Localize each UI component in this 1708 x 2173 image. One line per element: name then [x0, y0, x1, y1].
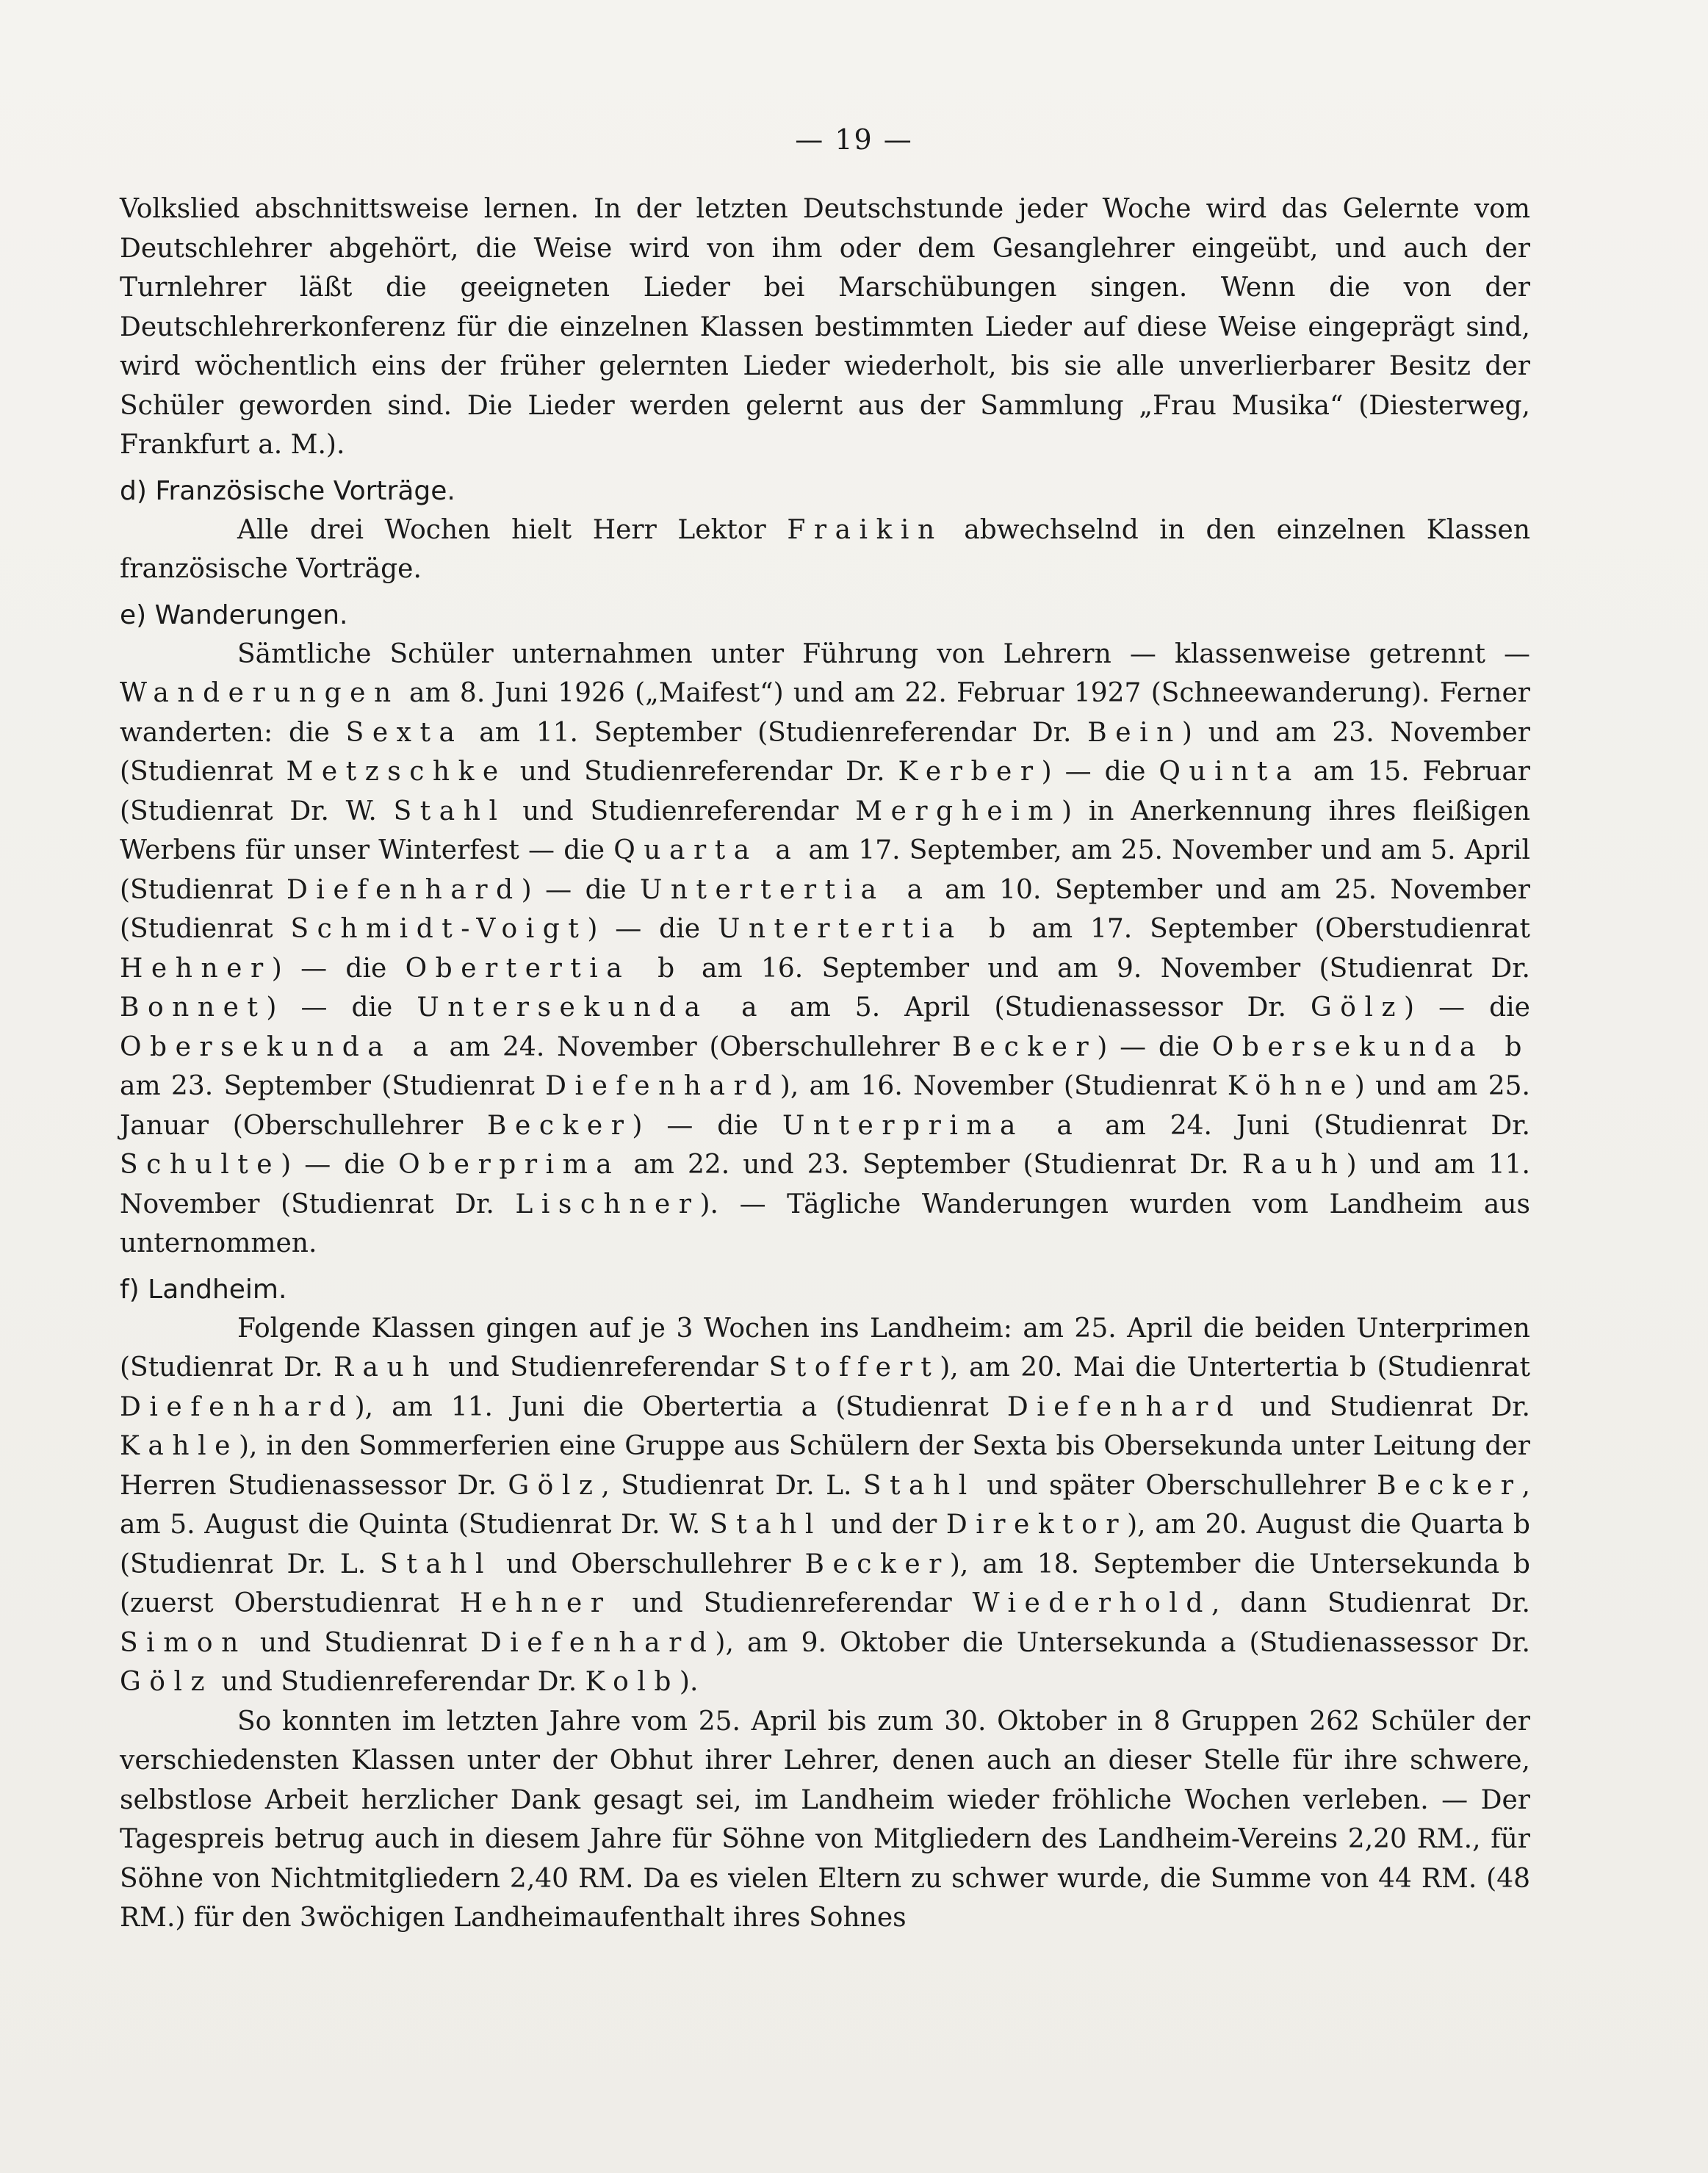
- text-run: , Studienrat Dr. L.: [601, 1470, 863, 1501]
- spaced-name: Becker: [804, 1549, 950, 1579]
- spaced-name: Obertertia b: [405, 953, 683, 984]
- spaced-name: Untertertia b: [717, 914, 1015, 944]
- paragraph-vortraege: [120, 511, 1530, 589]
- body-text: [120, 190, 1530, 1938]
- heading-landheim: f) Landheim.: [120, 1274, 287, 1305]
- spaced-name: Rauh: [1242, 1150, 1347, 1180]
- text-run: am 17. September (Oberstudienrat: [1014, 914, 1530, 944]
- spaced-name: Gölz: [1311, 992, 1405, 1023]
- paragraph-wanderungen: [120, 635, 1530, 1264]
- text-run: ), am 18. September die Untersekunda b (zuerst Oberstudienrat: [120, 1549, 1530, 1618]
- spaced-name: Diefenhard: [287, 874, 522, 905]
- spaced-name: Stoffert: [768, 1352, 940, 1383]
- text-run: ) und am 23. November (Studienrat: [120, 717, 1530, 787]
- spaced-name: Köhne: [1227, 1071, 1355, 1101]
- heading-wanderungen: e) Wanderungen.: [120, 599, 348, 630]
- spaced-name: Hehner: [459, 1588, 612, 1618]
- text-run: ), am 9. Oktober die Untersekunda a (Studienassessor Dr.: [715, 1627, 1530, 1658]
- spaced-name: Wanderungen: [120, 678, 400, 708]
- text-run: ) — die: [1097, 1031, 1212, 1062]
- text-run: ), am 11. Juni die Obertertia a (Studienrat: [354, 1391, 1007, 1422]
- page-number: — 19 —: [795, 123, 913, 156]
- text-run: am 24. Juni (Studienrat Dr.: [1081, 1110, 1530, 1141]
- text-run: und Studienreferendar: [611, 1588, 973, 1618]
- text-run: ) — die: [632, 1110, 782, 1141]
- paragraph-landheim-summary: So konnten im letzten Jahre vom 25. April bis zum 30. Oktober in 8 Gruppen 262 Schüler der verschiedensten Klassen unter der Obhut ihrer Lehrer, denen auch an dieser Stelle für ihre schwere, selbstlose Arbeit herzlicher Dank gesagt sei, im Landheim wieder fröhliche Wochen verleben. — Der Tagespreis betrug auch in diesem Jahre für Söhne von Mitgliedern des Landheim-Vereins 2,20 RM., für Söhne von Nichtmitgliedern 2,40 RM. Da es vielen Eltern zu schwer wurde, die Summe von 44 RM. (48 RM.) für den 3wöchigen Landheimaufenthalt ihres Sohnes: [120, 1706, 1530, 1933]
- text-run: und Studienrat Dr.: [1242, 1391, 1531, 1422]
- text-run: Alle drei Wochen hielt Herr Lektor: [237, 514, 788, 545]
- spaced-name: Diefenhard: [120, 1391, 355, 1422]
- heading-franzoesische-vortraege: d) Französische Vorträge.: [120, 475, 455, 506]
- text-run: und Studienreferendar: [505, 796, 856, 826]
- spaced-name: Schulte: [120, 1150, 281, 1180]
- spaced-name: Becker: [951, 1031, 1098, 1062]
- text-run: und der: [821, 1510, 946, 1540]
- text-run: am 15. Februar (Studienrat Dr. W.: [120, 757, 1530, 826]
- text-run: ) — die: [281, 1150, 399, 1180]
- text-run: , dann Studienrat Dr.: [1211, 1588, 1530, 1618]
- text-run: und Oberschullehrer: [492, 1549, 805, 1579]
- text-run: ) und am 11. November (Studienrat Dr.: [120, 1150, 1530, 1219]
- spaced-name: Diefenhard: [1006, 1391, 1242, 1422]
- spaced-name: Direktor: [945, 1510, 1128, 1540]
- spaced-name: Oberprima: [398, 1150, 621, 1180]
- spaced-name: Gölz: [508, 1470, 602, 1501]
- spaced-name: Lischner: [515, 1189, 700, 1219]
- text-run: am 24. November (Oberschullehrer: [436, 1031, 952, 1062]
- text-run: , am 5. August die Quinta (Studienrat Dr. W.: [120, 1470, 1530, 1540]
- text-run: ) — die: [1404, 992, 1530, 1023]
- spaced-name: Diefenhard: [480, 1627, 716, 1658]
- text-run: ), am 20. Mai die Untertertia b (Studienrat: [940, 1352, 1530, 1383]
- text-run: am 8. Juni 1926 („Maifest“) und am 22. Februar 1927 (Schneewanderung). Ferner wanderten: die: [120, 678, 1530, 748]
- text-run: ) — die: [266, 992, 417, 1023]
- spaced-name: Quarta a: [613, 835, 800, 865]
- text-run: ), am 20. August die Quarta b (Studienrat Dr. L.: [120, 1510, 1530, 1579]
- text-run: am 16. September und am 9. November (Studienrat Dr.: [682, 953, 1530, 984]
- text-run: und Studienreferendar Dr.: [506, 757, 898, 787]
- text-run: am 11. September (Studienreferendar Dr.: [463, 717, 1088, 748]
- text-run: ) — die: [271, 953, 406, 984]
- text-run: am 10. September und am 25. November (Studienrat: [120, 874, 1530, 944]
- text-run: und Studienreferendar: [437, 1352, 769, 1383]
- text-run: ) in Anerkennung ihres fleißigen Werbens für unser Winterfest — die: [120, 796, 1531, 865]
- spaced-name: Unterprima a: [782, 1110, 1081, 1141]
- spaced-name: Quinta: [1159, 757, 1300, 787]
- spaced-name: Schmidt-Voigt: [290, 914, 588, 944]
- text-run: ), in den Sommerferien eine Gruppe aus Schülern der Sexta bis Obersekunda unter Leitung der Herren Studienassessor Dr.: [120, 1431, 1530, 1501]
- text-run: ), am 16. November (Studienrat: [779, 1071, 1228, 1101]
- spaced-name: Kolb: [585, 1667, 680, 1697]
- text-run: und später Oberschullehrer: [975, 1470, 1377, 1501]
- spaced-name: Untersekunda a: [417, 992, 766, 1023]
- spaced-name: Obersekunda a: [120, 1031, 437, 1062]
- spaced-name: Bein: [1087, 717, 1182, 748]
- text-run: ) — die: [521, 874, 640, 905]
- text-run: ) und am 25. Januar (Oberschullehrer: [120, 1071, 1530, 1141]
- text-run: am 22. und 23. September (Studienrat Dr.: [620, 1150, 1242, 1180]
- spaced-name: Diefenhard: [545, 1071, 780, 1101]
- spaced-name: Simon: [120, 1627, 247, 1658]
- spaced-name: Stahl: [710, 1510, 822, 1540]
- spaced-name: Fraikin: [787, 514, 943, 545]
- text-run: Sämtliche Schüler unternahmen unter Führung von Lehrern — klassenweise getrennt —: [237, 638, 1530, 669]
- spaced-name: Kerber: [898, 757, 1042, 787]
- text-run: Folgende Klassen gingen auf je 3 Wochen ins Landheim: am 25. April die beiden Unterprimen (Studienrat Dr.: [120, 1313, 1530, 1383]
- text-run: ). — Tägliche Wanderungen wurden vom Landheim aus unternommen.: [120, 1189, 1531, 1258]
- spaced-name: Sexta: [345, 717, 464, 748]
- spaced-name: Gölz: [120, 1667, 213, 1697]
- paragraph-lieder: Volkslied abschnittsweise lernen. In der letzten Deutschstunde jeder Woche wird das Gelernte vom Deutschlehrer abgehört, die Weise wird von ihm oder dem Gesanglehrer eingeübt, und auch der Turnlehrer läßt die geeigneten Lieder bei Marschübungen singen. Wenn die von der Deutschlehrerkonferenz für die einzelnen Klassen bestimmten Lieder auf diese Weise eingeprägt sind, wird wöchentlich eins der früher gelernten Lieder wiederholt, bis sie alle unverlierbarer Besitz der Schüler geworden sind. Die Lieder werden gelernt aus der Sammlung „Frau Musika“ (Diesterweg, Frankfurt a. M.).: [120, 194, 1530, 460]
- spaced-name: Wiederhold: [972, 1588, 1211, 1618]
- spaced-name: Bonnet: [120, 992, 267, 1023]
- spaced-name: Becker: [487, 1110, 633, 1141]
- spaced-name: Metzschke: [286, 757, 507, 787]
- text-run: und Studienrat: [246, 1627, 480, 1658]
- text-run: ).: [679, 1667, 699, 1697]
- text-run: ) — die: [587, 914, 718, 944]
- paragraph-landheim: [120, 1309, 1530, 1702]
- text-run: abwechselnd in den einzelnen Klassen französische Vorträge.: [120, 514, 1531, 584]
- spaced-name: Mergheim: [855, 796, 1062, 826]
- spaced-name: Obersekunda b: [1211, 1031, 1530, 1062]
- text-run: am 23. September (Studienrat: [120, 1071, 546, 1101]
- spaced-name: Hehner: [120, 953, 272, 984]
- text-run: und Studienreferendar Dr.: [213, 1667, 585, 1697]
- spaced-name: Stahl: [380, 1549, 493, 1579]
- spaced-name: Stahl: [393, 796, 506, 826]
- spaced-name: Stahl: [862, 1470, 976, 1501]
- text-run: am 17. September, am 25. November und am 5. April (Studienrat: [120, 835, 1530, 905]
- spaced-name: Rauh: [334, 1352, 438, 1383]
- text-run: am 5. April (Studienassessor Dr.: [765, 992, 1311, 1023]
- spaced-name: Becker: [1377, 1470, 1522, 1501]
- text-run: ) — die: [1041, 757, 1159, 787]
- spaced-name: Kahle: [120, 1431, 239, 1461]
- spaced-name: Untertertia a: [639, 874, 932, 905]
